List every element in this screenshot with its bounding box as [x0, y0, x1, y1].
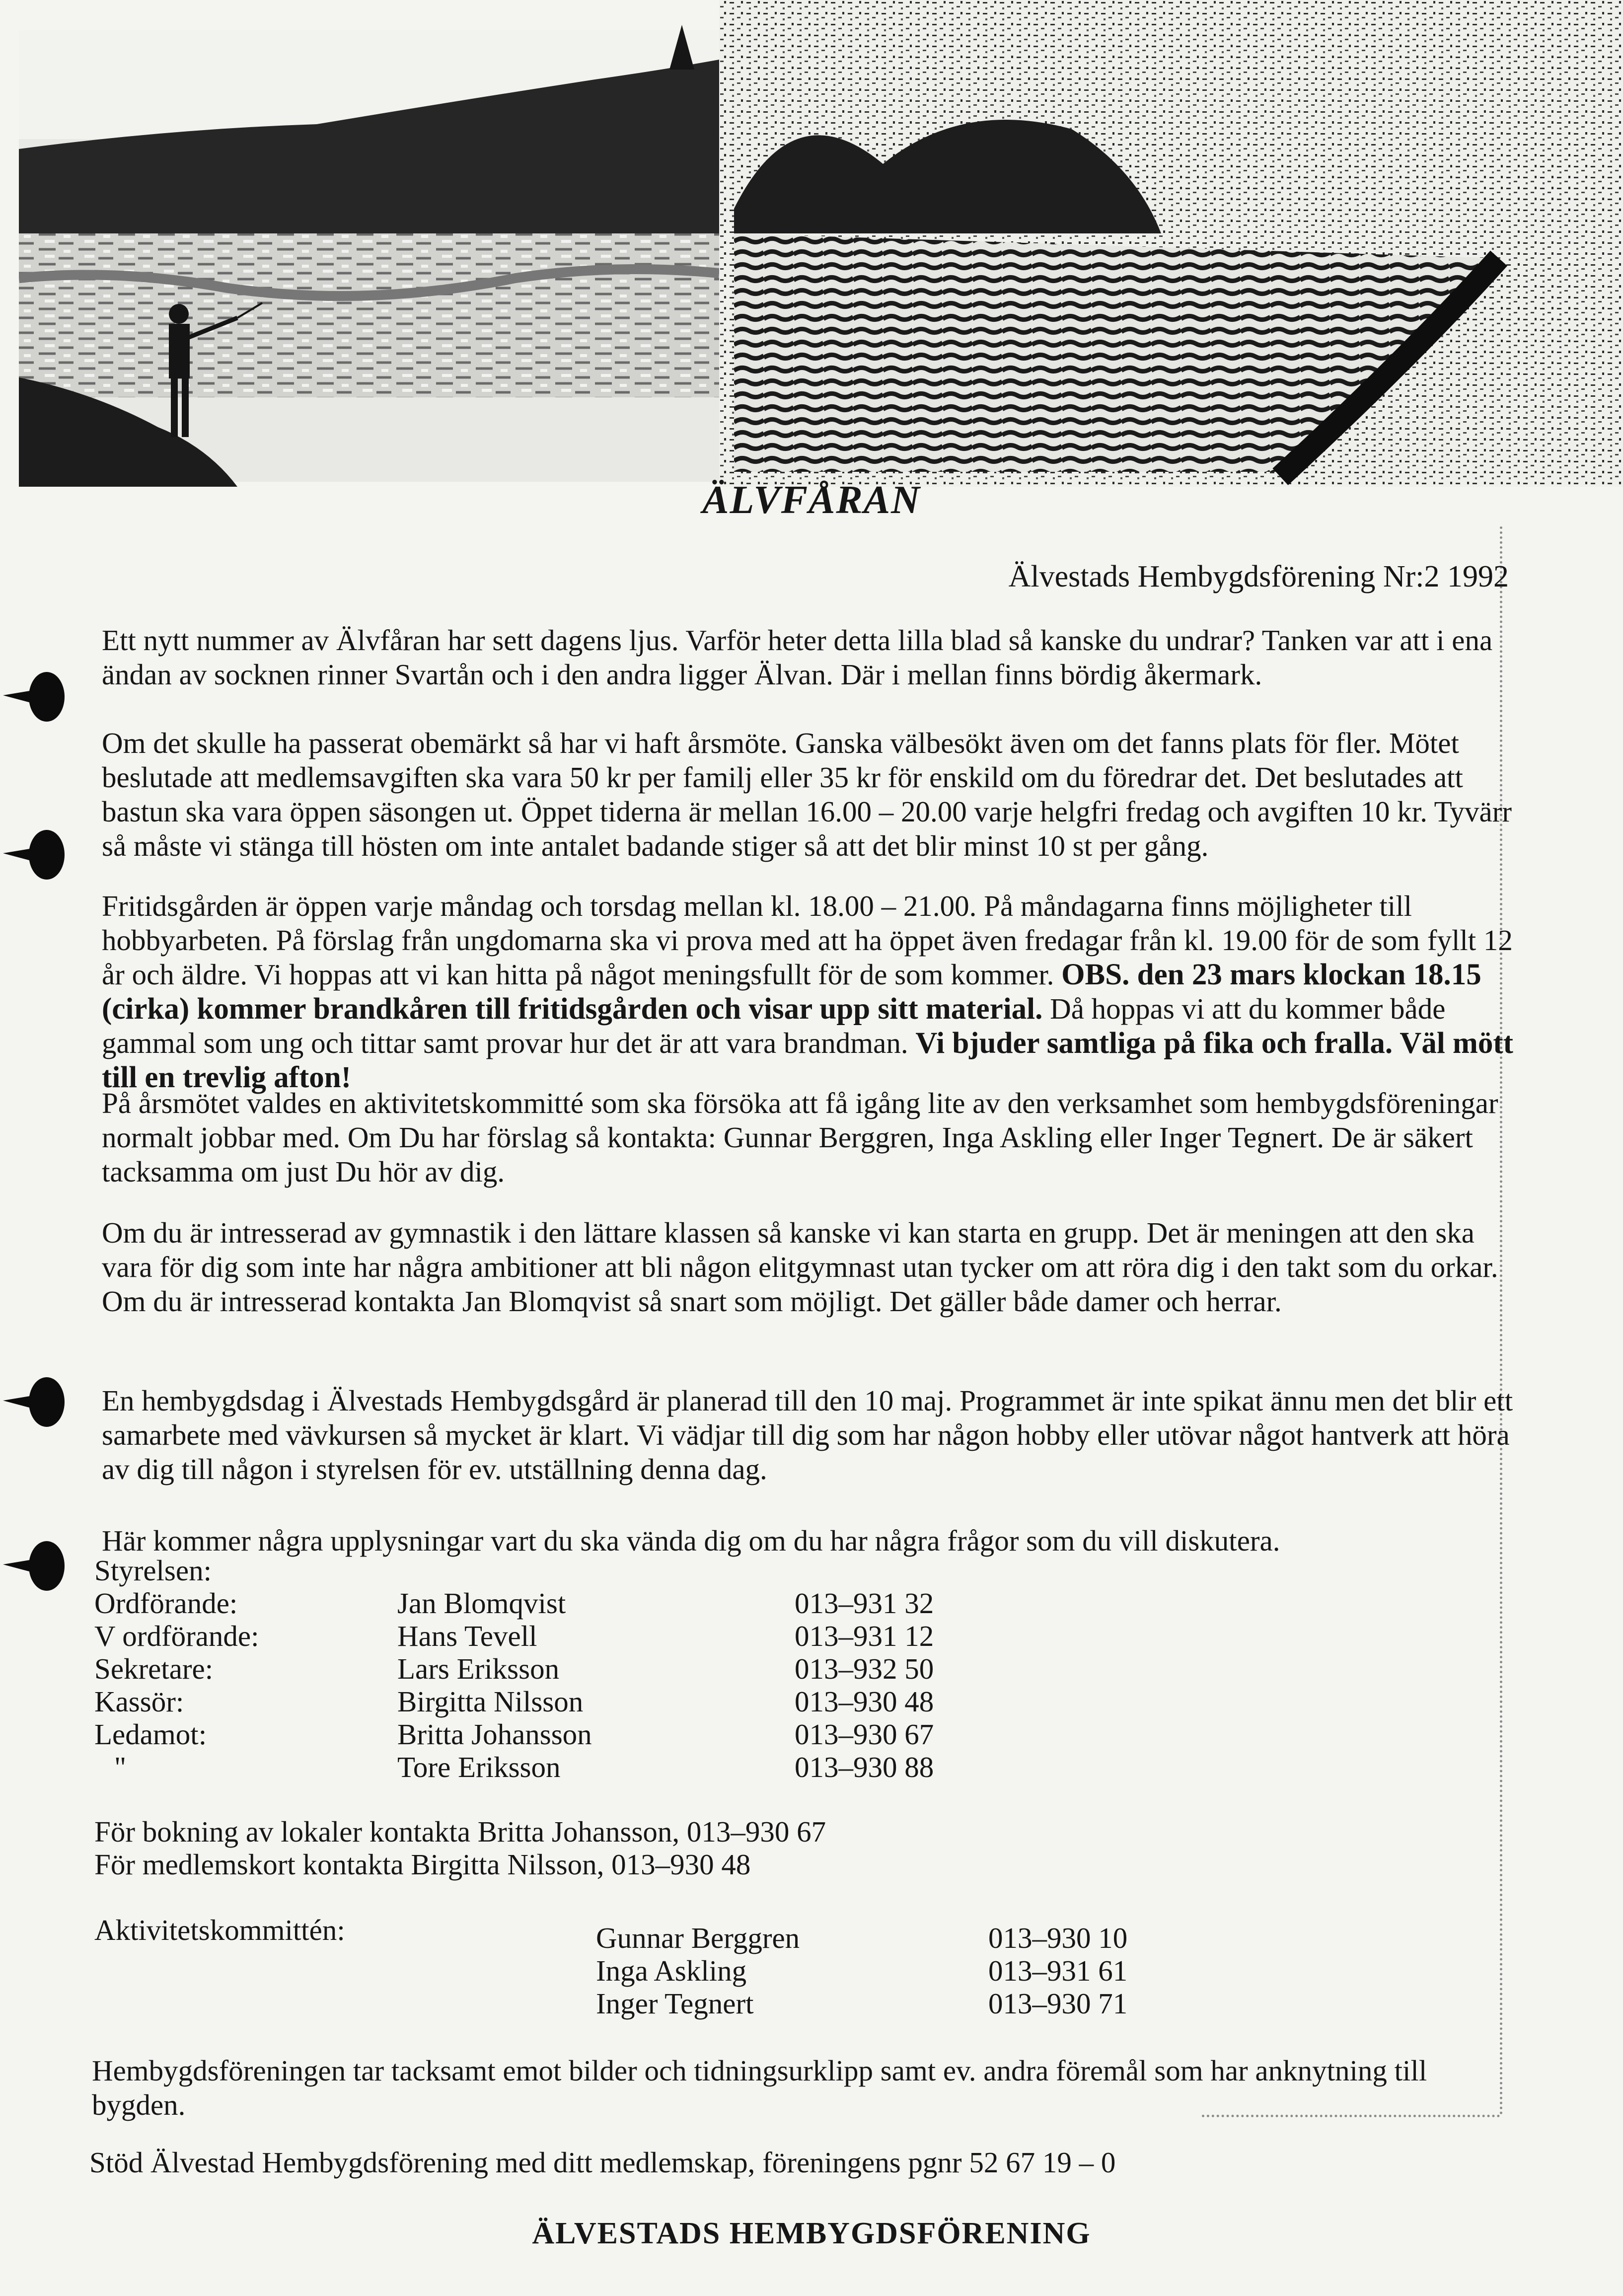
punch-hole — [3, 1376, 65, 1428]
committee-member-name: Gunnar Berggren — [596, 1922, 800, 1954]
board-member-name: Birgitta Nilsson — [397, 1685, 584, 1718]
youth-center-text-2: Då hoppas vi att du kommer både gammal som ung och tittar samt provar hur det är att vara brandman. — [102, 992, 1446, 1059]
committee-member-phone: 013–930 10 — [988, 1922, 1128, 1954]
association-signature: ÄLVESTADS HEMBYGDSFÖRENING — [532, 2217, 1091, 2250]
heritage-day-paragraph: En hembygdsdag i Älvestads Hembygdsgård är planerad till den 10 maj. Programmet är inte spikat ännu men det blir ett samarbete med vävkursen så mycket är klart. Vi vädjar till dig som har någon hobby eller utövar något hantverk att höra av dig till någon i styrelsen för ev. utställning denna dag. — [102, 1384, 1513, 1485]
activity-committee-heading: Aktivitetskommittén: — [94, 1914, 345, 1946]
board-member-name: Hans Tevell — [397, 1620, 537, 1652]
board-role-ditto: " — [114, 1751, 127, 1783]
board-member-phone: 013–931 32 — [795, 1587, 934, 1620]
newsletter-title: ÄLVFÅRAN — [702, 478, 921, 522]
committee-member-name: Inger Tegnert — [596, 1987, 754, 2020]
board-member-name: Tore Eriksson — [397, 1751, 561, 1783]
board-role: Ordförande: — [94, 1587, 238, 1620]
board-member-phone: 013–932 50 — [795, 1652, 934, 1685]
committee-member-phone: 013–931 61 — [988, 1954, 1128, 1987]
header-photo-collage — [19, 0, 1623, 487]
board-member-name: Jan Blomqvist — [397, 1587, 566, 1620]
board-member-phone: 013–930 48 — [795, 1685, 934, 1718]
board-role: V ordförande: — [94, 1620, 259, 1652]
info-intro-paragraph: Här kommer några upplysningar vart du ska vända dig om du har några frågor som du vill diskutera. — [102, 1524, 1280, 1557]
board-member-phone: 013–931 12 — [795, 1620, 934, 1652]
booking-contact: För bokning av lokaler kontakta Britta Johansson, 013–930 67 — [94, 1815, 826, 1848]
river-photo — [19, 25, 719, 487]
membership-contact: För medlemskort kontakta Birgitta Nilsson, 013–930 48 — [94, 1848, 751, 1881]
youth-center-text: Fritidsgården är öppen varje måndag och torsdag mellan kl. 18.00 – 21.00. På måndagarna finns möjligheter till hobbyarbeten. På förslag från ungdomarna ska vi prova med att ha öppet även fredagar från kl. 19.00 för de som fyllt 12 år och äldre. Vi hoppas att vi kan hitta på något meningsfullt för de som kommer. — [102, 889, 1513, 991]
field-photo — [719, 0, 1623, 487]
committee-member-phone: 013–930 71 — [988, 1987, 1128, 2020]
board-role: Kassör: — [94, 1685, 184, 1718]
punch-hole — [3, 1540, 65, 1592]
fire-brigade-notice: OBS. den 23 mars klockan 18.15 (cirka) kommer brandkåren till fritidsgården och visar upp sitt material. — [102, 958, 1481, 1026]
annual-meeting-paragraph: Om det skulle ha passerat obemärkt så har vi haft årsmöte. Ganska välbesökt även om det fanns plats för fler. Mötet beslutade att medlemsavgiften ska vara 50 kr per familj eller 35 kr för enskild om du föredrar det. Det beslutades att bastun ska vara öppen säsongen ut. Öppet tiderna är mellan 16.00 – 20.00 varje helgfri fredag och avgiften 10 kr. Tyvärr så måste vi stänga till hösten om inte antalet badande stiger så att det blir minst 10 st per gång. — [102, 727, 1512, 862]
board-member-phone: 013–930 88 — [795, 1751, 934, 1783]
board-heading: Styrelsen: — [94, 1554, 212, 1587]
punch-hole — [3, 670, 65, 723]
fika-invitation: Vi bjuder samtliga på fika och fralla. Väl mött till en trevlig afton! — [102, 1027, 1513, 1094]
youth-center-paragraph — [102, 889, 1517, 1095]
committee-member-name: Inga Askling — [596, 1954, 747, 1987]
donations-paragraph: Hembygdsföreningen tar tacksamt emot bilder och tidningsurklipp samt ev. andra föremål som har anknytning till bygden. — [92, 2054, 1427, 2121]
punch-hole — [3, 828, 65, 881]
board-member-name: Britta Johansson — [397, 1718, 592, 1751]
issue-line: Älvestads Hembygdsförening Nr:2 1992 — [1008, 560, 1509, 593]
board-role: Ledamot: — [94, 1718, 207, 1751]
intro-paragraph: Ett nytt nummer av Älvfåran har sett dagens ljus. Varför heter detta lilla blad så kanske du undrar? Tanken var att i ena ändan av socknen rinner Svartån och i den andra ligger Älvan. Där i mellan finns bördig åkermark. — [102, 624, 1493, 691]
board-role: Sekretare: — [94, 1652, 214, 1685]
gymnastics-paragraph: Om du är intresserad av gymnastik i den lättare klassen så kanske vi kan starta en grupp. Det är meningen att den ska vara för dig som inte har några ambitioner att bli någon elitgymnast utan tycker om att röra dig i den takt som du orkar. Om du är intresserad kontakta Jan Blomqvist så snart som möjligt. Det gäller både damer och herrar. — [102, 1216, 1498, 1318]
committee-paragraph: På årsmötet valdes en aktivitetskommitté som ska försöka att få igång lite av den verksamhet som hembygdsföreningar normalt jobbar med. Om Du har förslag så kontakta: Gunnar Berggren, Inga Askling eller Inger Tegnert. De är säkert tacksamma om just Du hör av dig. — [102, 1087, 1498, 1188]
board-member-name: Lars Eriksson — [397, 1652, 560, 1685]
support-line: Stöd Älvestad Hembygdsförening med ditt medlemskap, föreningens pgnr 52 67 19 – 0 — [89, 2146, 1116, 2179]
board-member-phone: 013–930 67 — [795, 1718, 934, 1751]
